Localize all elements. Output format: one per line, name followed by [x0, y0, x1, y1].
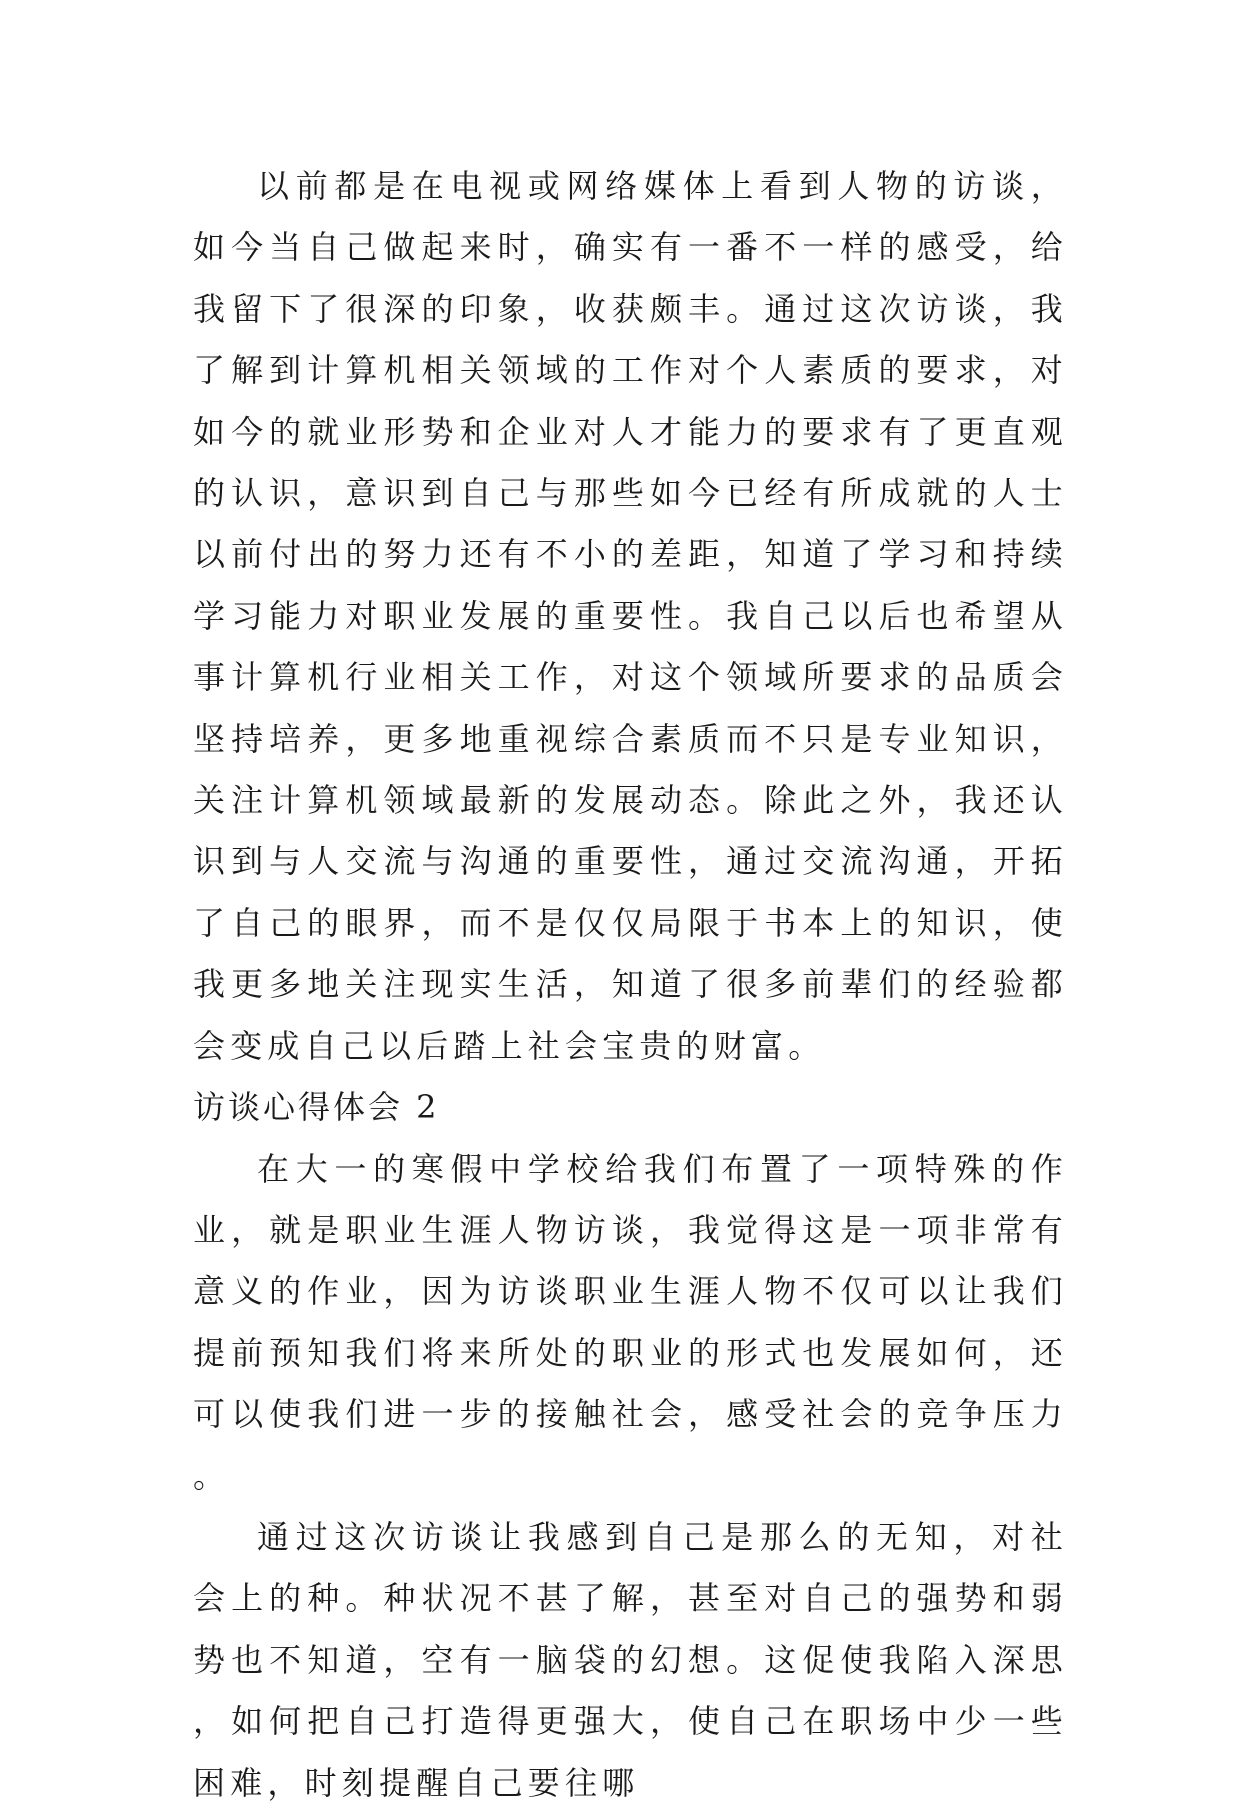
intro-paragraph: 以前都是在电视或网络媒体上看到人物的访谈，如今当自己做起来时，确实有一番不一样的感受，给我留下了很深的印象，收获颇丰。通过这次访谈，我了解到计算机相关领域的工作对个人素质的要求，对如今的就业形势和企业对人才能力的要求有了更直观的认识，意识到自己与那些如今已经有所成就的人士以前付出的努力还有不小的差距，知道了学习和持续学习能力对职业发展的重要性。我自己以后也希望从事计算机行业相关工作，对这个领域所要求的品质会坚持培养，更多地重视综合素质而不只是专业知识，关注计算机领域最新的发展动态。除此之外，我还认识到与人交流与沟通的重要性，通过交流沟通，开拓了自己的眼界，而不是仅仅局限于书本上的知识，使我更多地关注现实生活，知道了很多前辈们的经验都会变成自己以后踏上社会宝贵的财富。	[193, 167, 1068, 1065]
body-paragraph-1: 在大一的寒假中学校给我们布置了一项特殊的作业，就是职业生涯人物访谈，我觉得这是一项非常有意义的作业，因为访谈职业生涯人物不仅可以让我们提前预知我们将来所处的职业的形式也发展如何，还可以使我们进一步的接触社会，感受社会的竞争压力。	[193, 1149, 1068, 1495]
section-heading: 访谈心得体会 2	[193, 1088, 440, 1127]
document-body	[193, 156, 1068, 1814]
body-paragraph-2: 通过这次访谈让我感到自己是那么的无知，对社会上的种。种状况不甚了解，甚至对自己的强势和弱势也不知道，空有一脑袋的幻想。这促使我陷入深思，如何把自己打造得更强大，使自己在职场中少一些困难，时刻提醒自己要往哪	[193, 1517, 1068, 1802]
